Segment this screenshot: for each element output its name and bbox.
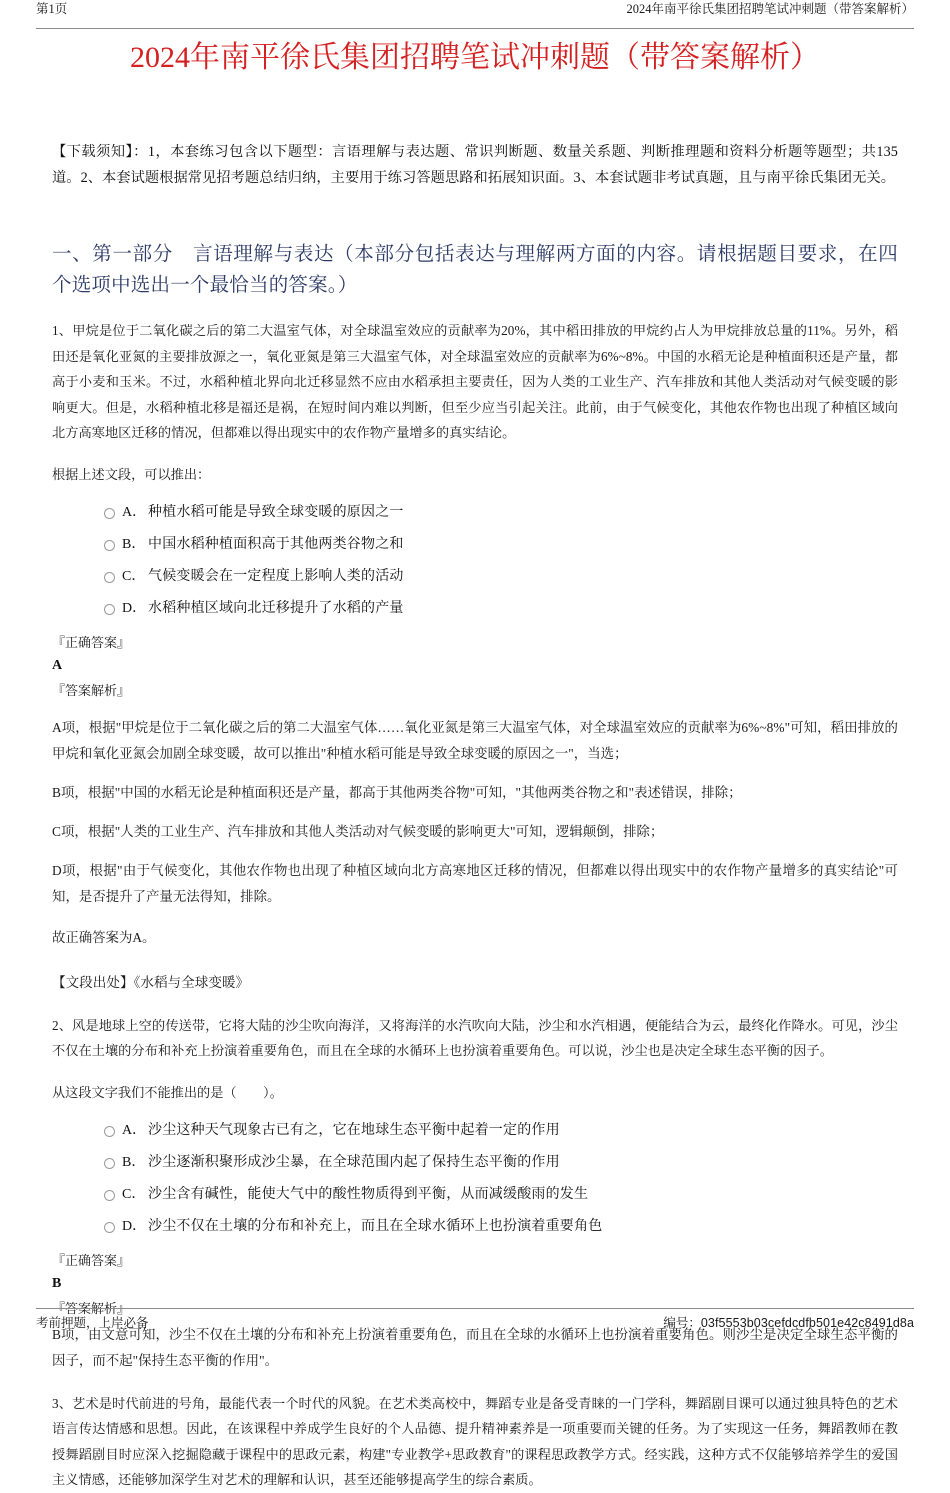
radio-button-icon[interactable] (104, 540, 115, 551)
option-letter: D． (122, 1218, 147, 1234)
option-row[interactable] (104, 564, 898, 589)
option-row[interactable] (104, 532, 898, 557)
options-list (104, 1118, 898, 1239)
footer-slogan: 考前押题，上岸必备 (36, 1316, 149, 1330)
option-letter: D． (122, 600, 147, 616)
download-notice: 【下载须知】：1，本套练习包含以下题型：言语理解与表达题、常识判断题、数量关系题、判断推理题和资料分析题等题型；共135道。2、本套试题根据常见招考题总结归纳，主要用于练习答题思路和拓展知识面。3、本套试题非考试真题，且与南平徐氏集团无关。 (52, 144, 898, 186)
page-marker: 第1页 (36, 2, 68, 16)
radio-button-icon[interactable] (104, 572, 115, 583)
option-text: 沙尘逐渐积聚形成沙尘暴，在全球范围内起了保持生态平衡的作用 (148, 1154, 560, 1170)
radio-button-icon[interactable] (104, 604, 115, 615)
section-heading: 一、第一部分 言语理解与表达（本部分包括表达与理解两方面的内容。请根据题目要求，在四个选项中选出一个最恰当的答案。） (52, 244, 898, 296)
option-text: 水稻种植区域向北迁移提升了水稻的产量 (148, 600, 404, 616)
option-row[interactable] (104, 1118, 898, 1143)
options-list (104, 500, 898, 621)
question-lead: 根据上述文段，可以推出： (52, 466, 211, 482)
option-letter: A． (122, 1122, 147, 1138)
analysis-paragraph: D项，根据"由于气候变化，其他农作物也出现了种植区域向北方高寒地区迁移的情况，但都难以得出现实中的农作物产量增多的真实结论"可知，是否提升了产量无法得知，排除。 (52, 862, 898, 904)
analysis-paragraph: B项，由文意可知，沙尘不仅在土壤的分布和补充上扮演着重要角色，而且在全球的水循环上也扮演着重要角色。则沙尘是决定全球生态平衡的因子，而不起"保持生态平衡的作用"。 (52, 1326, 898, 1368)
option-row[interactable] (104, 1214, 898, 1239)
option-text: 沙尘这种天气现象古已有之，它在地球生态平衡中起着一定的作用 (148, 1122, 560, 1138)
option-text: 中国水稻种植面积高于其他两类谷物之和 (148, 536, 404, 552)
option-row[interactable] (104, 500, 898, 525)
radio-button-icon[interactable] (104, 508, 115, 519)
source-reference: 【文段出处】《水稻与全球变暖》 (52, 974, 250, 990)
document-body (52, 140, 898, 1493)
option-letter: B． (122, 536, 146, 552)
footer-id-value: 03f5553b03cefdcdfb501e42c8491d8a (700, 1316, 914, 1330)
footer-id-label: 编号： (663, 1316, 701, 1330)
footer-document-id (663, 1313, 914, 1331)
option-row[interactable] (104, 1182, 898, 1207)
analysis-paragraph: C项，根据"人类的工业生产、汽车排放和其他人类活动对气候变暖的影响更大"可知，逻辑颠倒，排除； (52, 823, 664, 839)
option-letter: B． (122, 1154, 146, 1170)
question-stem: 2、风是地球上空的传送带，它将大陆的沙尘吹向海洋，又将海洋的水汽吹向大陆，沙尘和水汽相遇，便能结合为云，最终化作降水。可见，沙尘不仅在土壤的分布和补充上扮演着重要角色，而且在全球的水循环上也扮演着重要角色。可以说，沙尘也是决定全球生态平衡的因子。 (52, 1017, 898, 1058)
question-stem: 3、艺术是时代前进的号角，最能代表一个时代的风貌。在艺术类高校中，舞蹈专业是备受青睐的一门学科，舞蹈剧目课可以通过独具特色的艺术语言传达情感和思想。因此，在该课程中养成学生良好的个人品德、提升精神素养是一项重要而关键的任务。为了实现这一任务，舞蹈教师在教授舞蹈剧目时应深入挖掘隐藏于课程中的思政元素，构建"专业教学+思政教育"的课程思政教学方式。经实践，这种方式不仅能够培养学生的爱国主义情感，还能够加深学生对艺术的理解和认识，甚至还能够提高学生的综合素质。 (52, 1395, 898, 1487)
correct-answer-value: A (52, 657, 63, 673)
page-title: 2024年南平徐氏集团招聘笔试冲刺题（带答案解析） (130, 41, 820, 74)
analysis-paragraph: B项，根据"中国的水稻无论是种植面积还是产量，都高于其他两类谷物"可知，"其他两类谷物之和"表述错误，排除； (52, 784, 742, 800)
answer-analysis-label: 『答案解析』 (52, 682, 131, 698)
question-stem: 1、甲烷是位于二氧化碳之后的第二大温室气体，对全球温室效应的贡献率为20%，其中稻田排放的甲烷约占人为甲烷排放总量的11%。另外，稻田还是氧化亚氮的主要排放源之一，氧化亚氮是第三大温室气体，对全球温室效应的贡献率为6%~8%。中国的水稻无论是种植面积还是产量，都高于小麦和玉米。不过，水稻种植北界向北迁移显然不应由水稻承担主要责任，因为人类的工业生产、汽车排放和其他人类活动对气候变暖的影响更大。但是，水稻种植北移是福还是祸，在短时间内难以判断，但至少应当引起关注。此前，由于气候变化，其他农作物也出现了种植区域向北方高寒地区迁移的情况，但都难以得出现实中的农作物产量增多的真实结论。 (52, 323, 898, 440)
running-header (36, 0, 914, 29)
option-letter: A． (122, 504, 147, 520)
option-text: 气候变暖会在一定程度上影响人类的活动 (148, 568, 404, 584)
analysis-paragraph: A项，根据"甲烷是位于二氧化碳之后的第二大温室气体……氧化亚氮是第三大温室气体，对全球温室效应的贡献率为6%~8%"可知，稻田排放的甲烷和氧化亚氮会加剧全球变暖，故可以推出"种植水稻可能是导致全球变暖的原因之一"，当选； (52, 719, 898, 761)
option-text: 沙尘不仅在土壤的分布和补充上，而且在全球水循环上也扮演着重要角色 (148, 1218, 603, 1234)
running-footer (36, 1308, 914, 1337)
answer-analysis-label: 『答案解析』 (52, 1300, 131, 1316)
option-letter: C． (122, 568, 146, 584)
correct-answer-value: B (52, 1275, 62, 1291)
running-header-title: 2024年南平徐氏集团招聘笔试冲刺题（带答案解析） (626, 2, 914, 16)
radio-button-icon[interactable] (104, 1158, 115, 1169)
analysis-conclusion: 故正确答案为A。 (52, 929, 156, 945)
question-block-3 (52, 1391, 898, 1493)
option-text: 种植水稻可能是导致全球变暖的原因之一 (148, 504, 404, 520)
option-letter: C． (122, 1186, 146, 1202)
radio-button-icon[interactable] (104, 1190, 115, 1201)
correct-answer-label: 『正确答案』 (52, 634, 131, 650)
radio-button-icon[interactable] (104, 1222, 115, 1233)
option-row[interactable] (104, 1150, 898, 1175)
question-block-1 (52, 318, 898, 996)
radio-button-icon[interactable] (104, 1126, 115, 1137)
question-lead: 从这段文字我们不能推出的是（ ）。 (52, 1084, 283, 1100)
option-row[interactable] (104, 596, 898, 621)
option-text: 沙尘含有碱性，能使大气中的酸性物质得到平衡，从而减缓酸雨的发生 (148, 1186, 589, 1202)
correct-answer-label: 『正确答案』 (52, 1252, 131, 1268)
